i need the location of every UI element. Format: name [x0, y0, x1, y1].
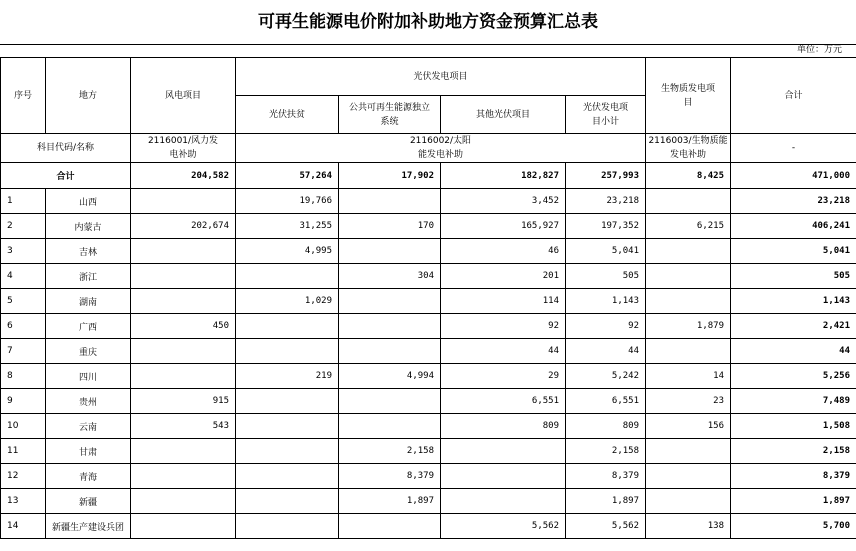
header-total: 合计: [731, 58, 856, 134]
header-row-1: [1, 58, 856, 96]
cell-wind: [131, 464, 236, 489]
cell-total: 1,508: [731, 414, 856, 439]
cell-pv-public: 304: [339, 264, 441, 289]
cell-region: 山西: [46, 189, 131, 214]
cell-pv-poverty: [236, 314, 339, 339]
table-row: [1, 389, 856, 414]
total-total: 471,000: [731, 163, 856, 189]
cell-bio: [646, 339, 731, 364]
cell-wind: [131, 364, 236, 389]
cell-pv-poverty: 31,255: [236, 214, 339, 239]
cell-pv-subtotal: 92: [566, 314, 646, 339]
table-row: [1, 489, 856, 514]
cell-pv-subtotal: 5,562: [566, 514, 646, 539]
total-pv-public: 17,902: [339, 163, 441, 189]
total-bio: 8,425: [646, 163, 731, 189]
cell-pv-subtotal: 1,143: [566, 289, 646, 314]
cell-pv-other: 6,551: [441, 389, 566, 414]
total-row: [1, 163, 856, 189]
table-row: [1, 414, 856, 439]
table-row: [1, 314, 856, 339]
code-total: -: [731, 134, 856, 163]
cell-pv-public: 1,897: [339, 489, 441, 514]
cell-bio: 156: [646, 414, 731, 439]
cell-wind: [131, 239, 236, 264]
cell-seq: 14: [1, 514, 46, 539]
cell-region: 四川: [46, 364, 131, 389]
cell-pv-subtotal: 44: [566, 339, 646, 364]
code-pv: 2116002/太阳能发电补助: [236, 134, 646, 163]
cell-pv-other: 809: [441, 414, 566, 439]
cell-seq: 11: [1, 439, 46, 464]
cell-pv-subtotal: 505: [566, 264, 646, 289]
header-pv-subtotal: 光伏发电项目小计: [566, 96, 646, 134]
cell-pv-subtotal: 6,551: [566, 389, 646, 414]
cell-region: 湖南: [46, 289, 131, 314]
cell-pv-public: [339, 514, 441, 539]
cell-pv-subtotal: 2,158: [566, 439, 646, 464]
cell-pv-poverty: [236, 439, 339, 464]
cell-seq: 8: [1, 364, 46, 389]
cell-pv-other: 165,927: [441, 214, 566, 239]
header-wind: 风电项目: [131, 58, 236, 134]
cell-pv-other: 29: [441, 364, 566, 389]
cell-region: 广西: [46, 314, 131, 339]
cell-total: 406,241: [731, 214, 856, 239]
total-pv-other: 182,827: [441, 163, 566, 189]
header-pv-other: 其他光伏项目: [441, 96, 566, 134]
cell-pv-public: [339, 414, 441, 439]
cell-seq: 13: [1, 489, 46, 514]
cell-pv-poverty: 19,766: [236, 189, 339, 214]
cell-bio: 14: [646, 364, 731, 389]
cell-pv-subtotal: 5,041: [566, 239, 646, 264]
cell-pv-subtotal: 809: [566, 414, 646, 439]
header-region: 地方: [46, 58, 131, 134]
cell-total: 2,421: [731, 314, 856, 339]
table-row: [1, 189, 856, 214]
cell-total: 8,379: [731, 464, 856, 489]
budget-table: [0, 57, 856, 539]
cell-pv-poverty: 219: [236, 364, 339, 389]
cell-bio: [646, 239, 731, 264]
cell-pv-other: [441, 489, 566, 514]
cell-bio: [646, 489, 731, 514]
cell-wind: [131, 289, 236, 314]
cell-total: 5,700: [731, 514, 856, 539]
cell-pv-subtotal: 1,897: [566, 489, 646, 514]
cell-pv-poverty: [236, 514, 339, 539]
table-row: [1, 439, 856, 464]
cell-bio: [646, 289, 731, 314]
header-seq: 序号: [1, 58, 46, 134]
cell-pv-public: [339, 389, 441, 414]
cell-total: 7,489: [731, 389, 856, 414]
cell-pv-public: 2,158: [339, 439, 441, 464]
cell-total: 44: [731, 339, 856, 364]
cell-pv-subtotal: 5,242: [566, 364, 646, 389]
cell-region: 云南: [46, 414, 131, 439]
cell-pv-poverty: [236, 264, 339, 289]
cell-pv-public: 4,994: [339, 364, 441, 389]
cell-bio: 1,879: [646, 314, 731, 339]
cell-pv-subtotal: 197,352: [566, 214, 646, 239]
cell-seq: 10: [1, 414, 46, 439]
cell-pv-other: [441, 464, 566, 489]
cell-wind: 543: [131, 414, 236, 439]
cell-pv-poverty: [236, 464, 339, 489]
cell-seq: 9: [1, 389, 46, 414]
unit-label: 单位：万元: [796, 45, 842, 55]
cell-pv-poverty: 1,029: [236, 289, 339, 314]
table-row: [1, 264, 856, 289]
cell-region: 新疆: [46, 489, 131, 514]
cell-region: 新疆生产建设兵团: [46, 514, 131, 539]
cell-pv-public: [339, 314, 441, 339]
cell-seq: 2: [1, 214, 46, 239]
header-pv-group: 光伏发电项目: [236, 58, 646, 96]
table-row: [1, 289, 856, 314]
cell-pv-poverty: [236, 339, 339, 364]
table-row: [1, 239, 856, 264]
cell-wind: [131, 339, 236, 364]
cell-pv-other: 3,452: [441, 189, 566, 214]
cell-bio: [646, 439, 731, 464]
page-title: 可再生能源电价附加补助地方资金预算汇总表: [0, 0, 856, 45]
cell-pv-public: 8,379: [339, 464, 441, 489]
code-row: [1, 134, 856, 163]
table-row: [1, 514, 856, 539]
cell-seq: 6: [1, 314, 46, 339]
cell-total: 5,256: [731, 364, 856, 389]
table-row: [1, 464, 856, 489]
cell-total: 505: [731, 264, 856, 289]
cell-pv-public: [339, 189, 441, 214]
cell-total: 2,158: [731, 439, 856, 464]
table-row: [1, 214, 856, 239]
cell-seq: 7: [1, 339, 46, 364]
cell-bio: 6,215: [646, 214, 731, 239]
cell-seq: 3: [1, 239, 46, 264]
cell-pv-poverty: [236, 414, 339, 439]
cell-region: 内蒙古: [46, 214, 131, 239]
cell-seq: 1: [1, 189, 46, 214]
table-row: [1, 339, 856, 364]
cell-region: 浙江: [46, 264, 131, 289]
cell-seq: 5: [1, 289, 46, 314]
header-pv-poverty: 光伏扶贫: [236, 96, 339, 134]
cell-wind: [131, 264, 236, 289]
cell-pv-public: [339, 339, 441, 364]
cell-total: 1,897: [731, 489, 856, 514]
cell-pv-other: [441, 439, 566, 464]
cell-bio: 138: [646, 514, 731, 539]
cell-wind: [131, 489, 236, 514]
cell-bio: 23: [646, 389, 731, 414]
cell-region: 甘肃: [46, 439, 131, 464]
cell-seq: 4: [1, 264, 46, 289]
cell-pv-subtotal: 8,379: [566, 464, 646, 489]
cell-wind: 450: [131, 314, 236, 339]
code-row-label: 科目代码/名称: [1, 134, 131, 163]
cell-bio: [646, 264, 731, 289]
table-row: [1, 364, 856, 389]
cell-pv-subtotal: 23,218: [566, 189, 646, 214]
cell-total: 5,041: [731, 239, 856, 264]
total-pv-subtotal: 257,993: [566, 163, 646, 189]
cell-region: 贵州: [46, 389, 131, 414]
cell-pv-other: 92: [441, 314, 566, 339]
cell-wind: [131, 514, 236, 539]
header-bio: 生物质发电项目: [646, 58, 731, 134]
cell-pv-poverty: 4,995: [236, 239, 339, 264]
cell-wind: [131, 439, 236, 464]
code-wind: 2116001/风力发电补助: [131, 134, 236, 163]
cell-wind: 202,674: [131, 214, 236, 239]
cell-pv-poverty: [236, 489, 339, 514]
cell-pv-public: [339, 289, 441, 314]
cell-region: 吉林: [46, 239, 131, 264]
cell-bio: [646, 189, 731, 214]
cell-pv-public: 170: [339, 214, 441, 239]
cell-region: 重庆: [46, 339, 131, 364]
cell-pv-other: 114: [441, 289, 566, 314]
code-bio: 2116003/生物质能发电补助: [646, 134, 731, 163]
cell-pv-other: 44: [441, 339, 566, 364]
header-pv-public: 公共可再生能源独立系统: [339, 96, 441, 134]
cell-seq: 12: [1, 464, 46, 489]
cell-total: 1,143: [731, 289, 856, 314]
cell-pv-other: 5,562: [441, 514, 566, 539]
cell-wind: 915: [131, 389, 236, 414]
total-wind: 204,582: [131, 163, 236, 189]
cell-pv-other: 46: [441, 239, 566, 264]
cell-pv-public: [339, 239, 441, 264]
total-pv-poverty: 57,264: [236, 163, 339, 189]
cell-wind: [131, 189, 236, 214]
cell-total: 23,218: [731, 189, 856, 214]
cell-region: 青海: [46, 464, 131, 489]
cell-bio: [646, 464, 731, 489]
cell-pv-other: 201: [441, 264, 566, 289]
cell-pv-poverty: [236, 389, 339, 414]
total-row-label: 合计: [1, 163, 131, 189]
